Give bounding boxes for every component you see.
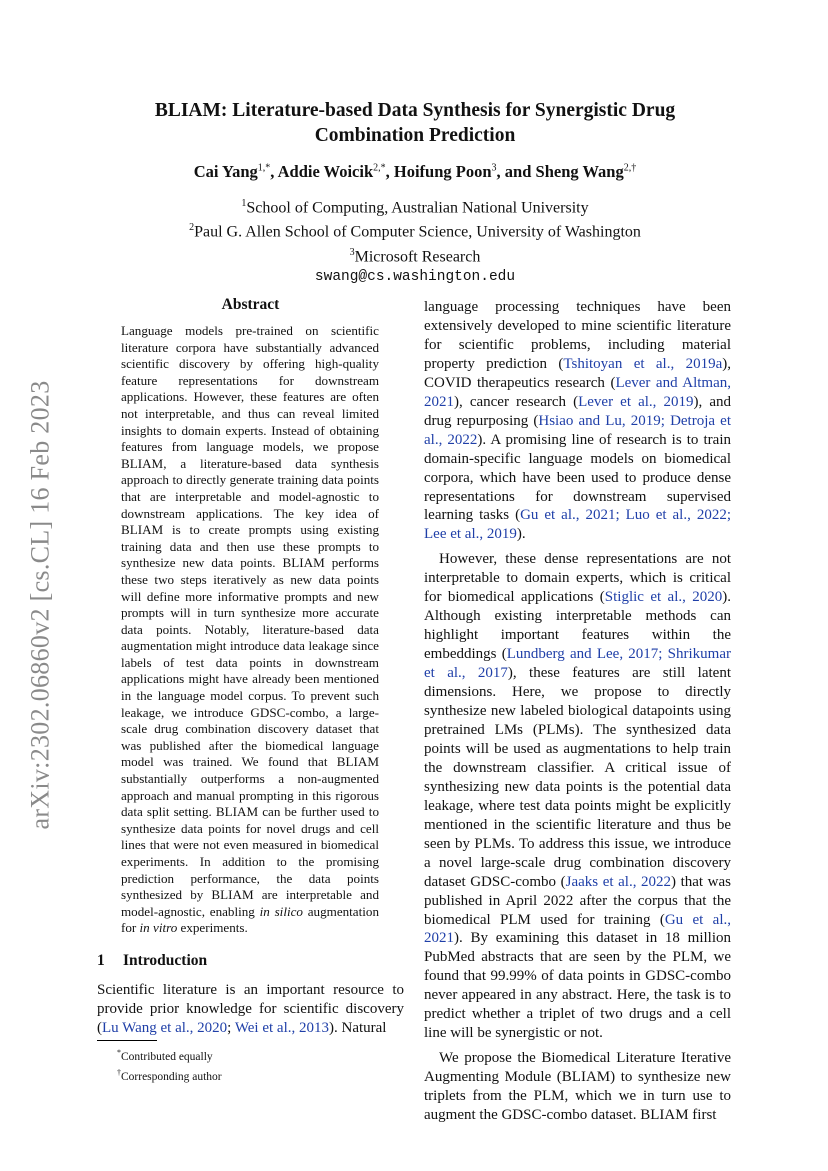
affiliation-line xyxy=(95,218,735,242)
intro-text: Scientific literature is an important resource to provide prior knowledge for scientific discovery ( xyxy=(97,982,404,1036)
paragraph-text: ). xyxy=(516,526,526,543)
paragraph-text: ), and drug repurposing ( xyxy=(424,393,732,429)
author-list xyxy=(95,162,735,182)
affiliation-text: School of Computing, Australian National University xyxy=(246,199,589,217)
author-name: Addie Woicik xyxy=(277,162,374,181)
affiliation-marker: 2 xyxy=(189,222,195,234)
intro-text: ; xyxy=(227,1019,235,1036)
affiliation-text: Microsoft Research xyxy=(354,247,481,265)
citation-link[interactable]: Stiglic et al., 2020 xyxy=(604,589,723,606)
paragraph-text: ). A promising line of research is to train domain-specific language models on biomedical corpora, which have been used to produce dense representations for downstream supervised learning tasks ( xyxy=(424,431,731,524)
right-column-body xyxy=(424,298,731,1125)
paragraph-interpretability xyxy=(424,550,731,1043)
abstract-text: Language models pre-trained on scientific literature corpora have substantially advanced scientific discovery by offering high-quality feature representations for downstream applications. However, these features are often not interpretable, and thus can reveal limited insights to domain experts. Instead of obtaining features from language models, we propose BLIAM, a literature-based data synthesis approach to directly generate training data points that are interpretable and model-agnostic to downstream applications. The key idea of BLIAM is to create prompts using existing training data and then use these prompts to synthesize new data points. BLIAM performs these two steps iteratively as new data points will define more informative prompts and new prompts will in turn synthesize more accurate data points. Notably, literature-based data augmentation might introduce data leakage since labels of test data points in downstream applications might have already been mentioned in the language model corpus. To prevent such leakage, we introduce GDSC-combo, a large-scale drug combination discovery dataset that was published after the biomedical language model was trained. We found that BLIAM substantially outperforms a non-augmented approach and manual prompting in this rigorous data split setting. BLIAM can be further used to synthesize data points for novel drugs and cell lines that were not even measured in biomedical experiments. In addition to the promising prediction performance, the data points synthesized by BLIAM are interpretable and model-agnostic, enabling xyxy=(121,323,379,919)
citation-link[interactable]: Jaaks et al., 2022 xyxy=(565,873,672,890)
abstract-heading: Abstract xyxy=(221,296,280,313)
affiliation-marker: 3 xyxy=(349,246,355,258)
paragraph-text: ), cancer research ( xyxy=(454,393,579,410)
author-affiliation-marker: 2,* xyxy=(373,162,386,174)
affiliation-line xyxy=(95,194,735,218)
section-heading-introduction xyxy=(97,952,404,970)
arxiv-identifier-text: arXiv:2302.06860v2 [cs.CL] 16 Feb 2023 xyxy=(26,380,55,830)
abstract-text-mid: augmentation for xyxy=(121,903,379,936)
paper-title xyxy=(95,98,735,148)
citation-link[interactable]: Lever et al., 2019 xyxy=(578,393,694,410)
section-number: 1 xyxy=(97,952,105,969)
introduction-paragraph xyxy=(97,981,404,1037)
footnote xyxy=(97,1045,404,1065)
arxiv-identifier xyxy=(19,365,63,845)
abstract-italic-in-silico: in silico xyxy=(259,903,303,919)
author-name: Hoifung Poon xyxy=(393,162,492,181)
footnote xyxy=(97,1065,404,1085)
citation-link[interactable]: Hsiao and Lu, 2019; Detroja et al., 2022 xyxy=(424,412,731,448)
affiliations xyxy=(95,194,735,267)
author-separator: , and xyxy=(496,162,536,181)
footnote-divider xyxy=(97,1040,157,1041)
affiliation-line xyxy=(95,243,735,267)
author-affiliation-marker: 2,† xyxy=(623,162,637,174)
intro-text: ). Natural xyxy=(329,1019,387,1036)
affiliation-text: Paul G. Allen School of Computer Science, University of Washington xyxy=(194,223,641,241)
affiliation-marker: 1 xyxy=(241,198,247,209)
citation-link[interactable]: Tshitoyan et al., 2019a xyxy=(563,355,723,372)
paper-header xyxy=(95,98,735,285)
footnote-marker: † xyxy=(117,1068,121,1078)
footnote-text: Contributed equally xyxy=(121,1050,213,1063)
paragraph-text: language processing techniques have been extensively developed to mine scientific literature for scientific problems, including material property prediction ( xyxy=(424,299,731,372)
author-name: Cai Yang xyxy=(193,162,258,181)
paragraph-bliam-proposal: We propose the Biomedical Literature Iterative Augmenting Module (BLIAM) to synthesize new triplets from the PLM, which we in turn use to augment the GDSC-combo dataset. BLIAM first xyxy=(424,1050,731,1124)
abstract-body xyxy=(121,323,379,937)
citation-link[interactable]: Gu et al., 2021 xyxy=(424,911,732,947)
footnote-marker: * xyxy=(117,1048,121,1057)
citation-link[interactable]: Gu et al., 2021; Luo et al., 2022; Lee et al., 2019 xyxy=(424,507,731,543)
author-affiliation-marker: 3 xyxy=(491,162,497,174)
citation-link[interactable]: Lu Wang et al., 2020 xyxy=(102,1019,228,1036)
author-name: Sheng Wang xyxy=(535,162,624,181)
citation-link[interactable]: Lundberg and Lee, 2017; Shrikumar et al., 2017 xyxy=(424,646,731,682)
footnotes xyxy=(97,1045,404,1086)
title-line-1: BLIAM: Literature-based Data Synthesis for Synergistic Drug xyxy=(154,100,676,121)
paragraph-nlp-background xyxy=(424,298,731,544)
citation-link[interactable]: Wei et al., 2013 xyxy=(234,1019,329,1036)
paragraph-text: ), COVID therapeutics research ( xyxy=(424,355,731,391)
contact-email[interactable]: swang@cs.washington.edu xyxy=(314,268,516,285)
paragraph-text: ) that was published in April 2022 after the corpus that the biomedical PLM used for training ( xyxy=(424,873,731,928)
abstract-text-end: experiments. xyxy=(177,920,248,936)
abstract-italic-in-vitro: in vitro xyxy=(139,920,178,936)
paragraph-text: ), these features are still latent dimensions. Here, we propose to directly synthesize new labeled biological datapoints using pretrained LMs (PLMs). The synthesized data points will be used as augmentations to help train the downstream classifier. A critical issue of synthesizing new data points is the potential data leakage, where test data points might be explicitly mentioned in the scientific literature and thus be seen by PLMs. To address this issue, we introduce a novel large-scale drug combination discovery dataset GDSC-combo ( xyxy=(424,665,731,890)
author-affiliation-marker: 1,* xyxy=(257,162,271,174)
citation-link[interactable]: Lever and Altman, 2021 xyxy=(424,374,731,410)
paragraph-text: ). Although existing interpretable methods can highlight important features within the embeddings ( xyxy=(424,589,731,663)
paragraph-text: ). By examining this dataset in 18 million PubMed abstracts that are seen by the PLM, we found that 99.99% of data points in GDSC-combo never appeared in any abstract. Here, the task is to predict whether a triplet of two drugs and a cell line will be synergistic or not. xyxy=(424,930,731,1042)
author-separator: , xyxy=(385,162,394,181)
title-line-2: Combination Prediction xyxy=(314,125,516,146)
section-title: Introduction xyxy=(123,952,208,969)
footnote-text: Corresponding author xyxy=(121,1071,222,1084)
paragraph-text: However, these dense representations are not interpretable to domain experts, which is critical for biomedical applications ( xyxy=(424,551,731,606)
author-separator: , xyxy=(270,162,278,181)
